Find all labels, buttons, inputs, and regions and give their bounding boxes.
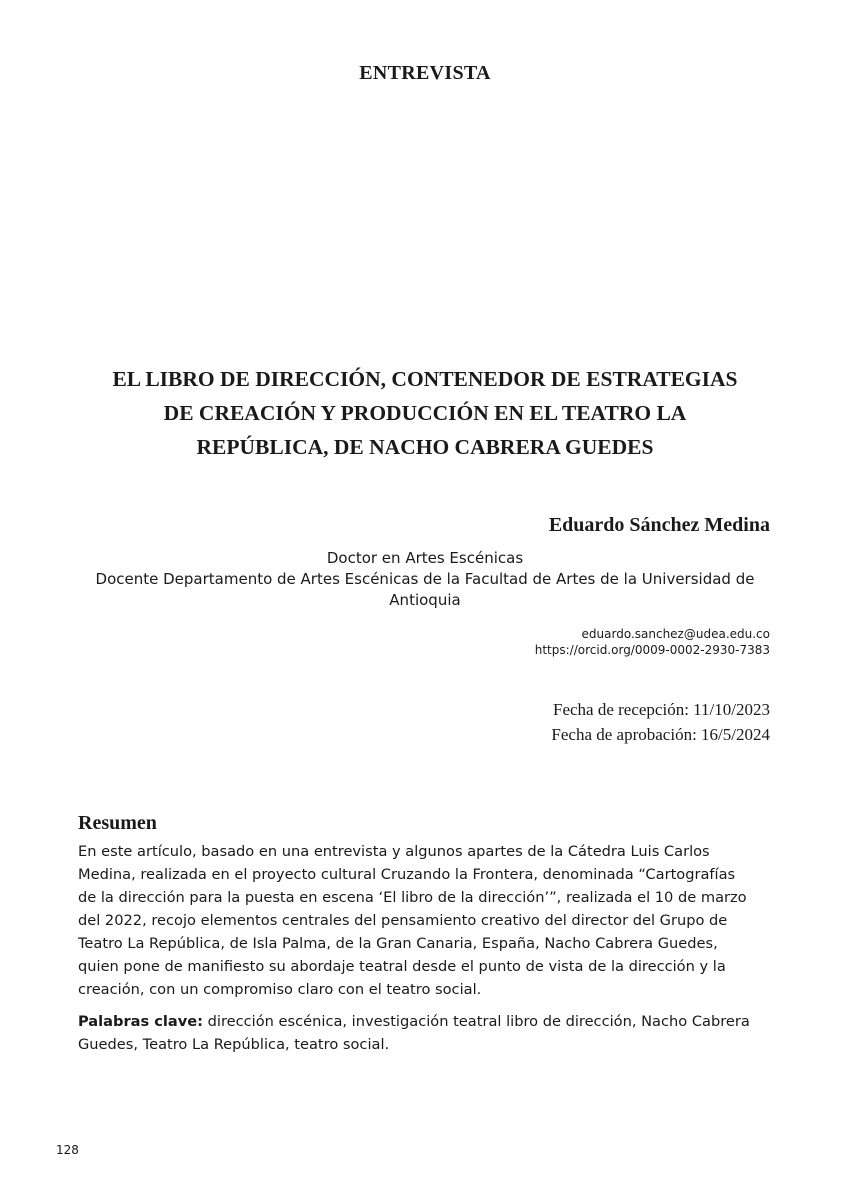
abstract-line: En este artículo, basado en una entrevista y algunos apartes de la Cátedra Luis Carlos (78, 843, 710, 860)
author-affiliation (78, 548, 772, 611)
keywords-line (78, 1010, 774, 1033)
received-date: Fecha de recepción: 11/10/2023 (553, 700, 770, 719)
abstract-heading: Resumen (78, 812, 157, 834)
abstract-line: Teatro La República, de Isla Palma, de la Gran Canaria, España, Nacho Cabrera Guedes, (78, 935, 718, 952)
abstract-line: del 2022, recojo elementos centrales del pensamiento creativo del director del Grupo de (78, 912, 728, 929)
title-line: EL LIBRO DE DIRECCIÓN, CONTENEDOR DE ESTRATEGIAS (112, 367, 738, 391)
title-line: DE CREACIÓN Y PRODUCCIÓN EN EL TEATRO LA (163, 401, 687, 425)
affiliation-line: Doctor en Artes Escénicas (326, 549, 524, 567)
submission-dates (551, 697, 770, 747)
affiliation-line: Antioquia (389, 591, 461, 609)
author-contact (535, 626, 770, 658)
abstract-line: creación, con un compromiso claro con el teatro social. (78, 981, 482, 998)
section-label: ENTREVISTA (359, 62, 491, 84)
abstract-line: Medina, realizada en el proyecto cultural Cruzando la Frontera, denominada “Cartografías (78, 866, 736, 883)
keywords (78, 1010, 774, 1056)
affiliation-line: Docente Departamento de Artes Escénicas de la Facultad de Artes de la Universidad de (95, 570, 755, 588)
author-orcid-link[interactable]: https://orcid.org/0009-0002-2930-7383 (534, 643, 770, 657)
article-title (60, 362, 790, 464)
author-name: Eduardo Sánchez Medina (548, 514, 770, 536)
approved-date: Fecha de aprobación: 16/5/2024 (551, 725, 770, 744)
abstract-body (78, 840, 774, 1001)
abstract-line: quien pone de manifiesto su abordaje teatral desde el punto de vista de la dirección y la (78, 958, 726, 975)
keywords-text: dirección escénica, investigación teatral libro de dirección, Nacho Cabrera (203, 1013, 750, 1030)
abstract-line: de la dirección para la puesta en escena ‘El libro de la dirección’”, realizada el 10 de marzo (78, 889, 747, 906)
keywords-line: Guedes, Teatro La República, teatro social. (78, 1036, 390, 1053)
title-line: REPÚBLICA, DE NACHO CABRERA GUEDES (196, 435, 654, 459)
author-email[interactable]: eduardo.sanchez@udea.edu.co (581, 627, 770, 641)
keywords-label: Palabras clave: (78, 1013, 204, 1030)
page-number: 128 (56, 1143, 79, 1157)
